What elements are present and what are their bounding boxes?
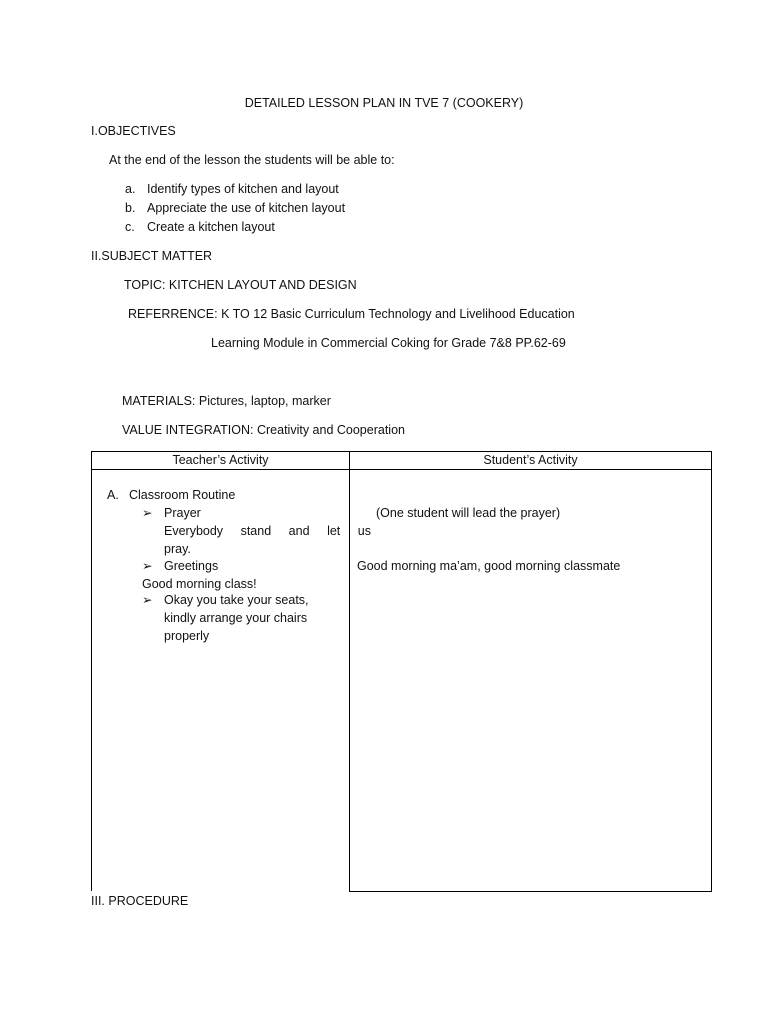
prayer-item (142, 505, 201, 521)
objective-item-c (125, 219, 275, 235)
subject-matter-heading: II.SUBJECT MATTER (91, 249, 213, 263)
student-greeting-response: Good morning ma’am, good morning classmate (357, 559, 621, 573)
teacher-activity-header: Teacher’s Activity (172, 453, 269, 467)
objective-item-b (125, 200, 345, 216)
reference-line-1: REFERRENCE: K TO 12 Basic Curriculum Technology and Livelihood Education (128, 307, 575, 321)
objective-text: Create a kitchen layout (147, 220, 275, 234)
objective-marker: b. (125, 201, 136, 215)
objective-text: Identify types of kitchen and layout (147, 182, 339, 196)
student-activity-header: Student’s Activity (483, 453, 578, 467)
greeting-text: Good morning class! (142, 577, 257, 591)
table-column-divider (349, 451, 350, 892)
value-integration-line: VALUE INTEGRATION: Creativity and Cooperation (122, 423, 405, 437)
greetings-item (142, 558, 218, 574)
table-border-left (91, 451, 92, 891)
objective-marker: a. (125, 182, 136, 196)
procedure-heading: III. PROCEDURE (91, 894, 189, 908)
objectives-intro: At the end of the lesson the students will be able to: (109, 153, 395, 167)
seats-instruction-cont-1: kindly arrange your chairs (164, 611, 308, 625)
arrow-bullet-icon: ➢ (142, 559, 153, 573)
classroom-routine-heading (107, 487, 235, 503)
seats-item (142, 592, 309, 608)
seats-instruction: Okay you take your seats, (164, 593, 309, 607)
prayer-instruction: Everybody stand and let us (164, 524, 371, 538)
document-title: DETAILED LESSON PLAN IN TVE 7 (COOKERY) (244, 96, 524, 110)
table-border-bottom (349, 891, 712, 892)
objective-marker: c. (125, 220, 135, 234)
objective-text: Appreciate the use of kitchen layout (147, 201, 346, 215)
table-header-divider (91, 469, 712, 470)
arrow-bullet-icon: ➢ (142, 593, 153, 607)
student-prayer-response: (One student will lead the prayer) (376, 506, 561, 520)
objectives-heading: I.OBJECTIVES (91, 124, 176, 138)
prayer-label: Prayer (164, 506, 201, 520)
arrow-bullet-icon: ➢ (142, 506, 153, 520)
materials-line: MATERIALS: Pictures, laptop, marker (122, 394, 331, 408)
objective-item-a (125, 181, 339, 197)
section-marker: A. (107, 488, 119, 502)
table-border-right (711, 451, 712, 892)
section-title: Classroom Routine (129, 488, 236, 502)
seats-instruction-cont-2: properly (164, 629, 210, 643)
greetings-label: Greetings (164, 559, 219, 573)
reference-line-2: Learning Module in Commercial Coking for Grade 7&8 PP.62-69 (211, 336, 566, 350)
prayer-instruction-cont: pray. (164, 542, 191, 556)
topic-line: TOPIC: KITCHEN LAYOUT AND DESIGN (124, 278, 357, 292)
